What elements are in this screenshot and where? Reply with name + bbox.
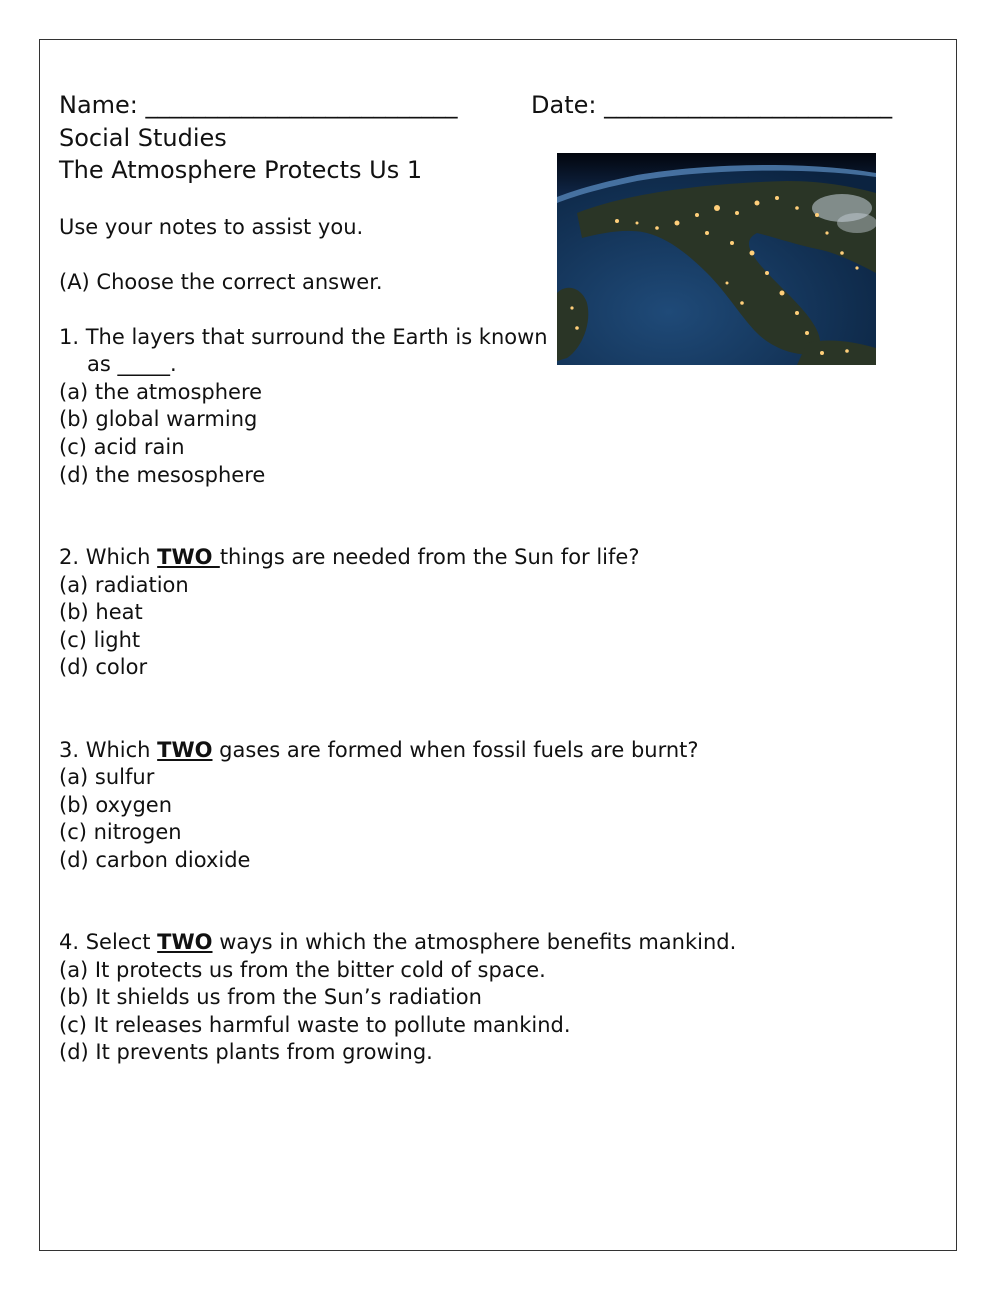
question-4-emphasis: TWO	[157, 930, 213, 954]
question-3-emphasis: TWO	[157, 738, 213, 762]
question-1-option-d: (d) the mesosphere	[59, 463, 266, 487]
question-3-prefix: 3. Which	[59, 738, 158, 762]
question-4-prefix: 4. Select	[59, 930, 158, 954]
question-1-option-b: (b) global warming	[59, 407, 258, 431]
subject-title: Social Studies	[59, 124, 227, 152]
question-3-option-c: (c) nitrogen	[59, 820, 182, 844]
question-3-option-d: (d) carbon dioxide	[59, 848, 251, 872]
question-2-emphasis: TWO	[157, 545, 220, 569]
question-2-option-c: (c) light	[59, 628, 141, 652]
notes-instruction: Use your notes to assist you.	[59, 215, 364, 239]
question-4-option-b: (b) It shields us from the Sun’s radiation	[59, 985, 482, 1009]
date-label: Date: ________________________	[531, 91, 893, 119]
question-2-option-b: (b) heat	[59, 600, 143, 624]
question-2-suffix: things are needed from the Sun for life?	[219, 545, 640, 569]
worksheet-title: The Atmosphere Protects Us 1	[59, 156, 423, 184]
name-label: Name: __________________________	[59, 91, 458, 119]
question-1-option-a: (a) the atmosphere	[59, 380, 263, 404]
question-3-option-a: (a) sulfur	[59, 765, 155, 789]
question-2-option-d: (d) color	[59, 655, 148, 679]
question-2-prefix: 2. Which	[59, 545, 158, 569]
question-1-text-continued: as _____.	[87, 352, 177, 376]
question-3-suffix: gases are formed when fossil fuels are burnt?	[212, 738, 699, 762]
section-instruction: (A) Choose the correct answer.	[59, 270, 383, 294]
question-1-text: 1. The layers that surround the Earth is known	[59, 325, 548, 349]
question-4-text	[59, 929, 736, 955]
question-3-text	[59, 737, 699, 763]
question-4-suffix: ways in which the atmosphere benefits mankind.	[212, 930, 737, 954]
question-4-option-d: (d) It prevents plants from growing.	[59, 1040, 433, 1064]
question-4-option-c: (c) It releases harmful waste to pollute mankind.	[59, 1013, 571, 1037]
question-2-text	[59, 544, 639, 570]
question-2-option-a: (a) radiation	[59, 573, 189, 597]
question-1-option-c: (c) acid rain	[59, 435, 185, 459]
earth-at-night-photo	[557, 153, 876, 365]
question-4-option-a: (a) It protects us from the bitter cold of space.	[59, 958, 546, 982]
question-3-option-b: (b) oxygen	[59, 793, 173, 817]
